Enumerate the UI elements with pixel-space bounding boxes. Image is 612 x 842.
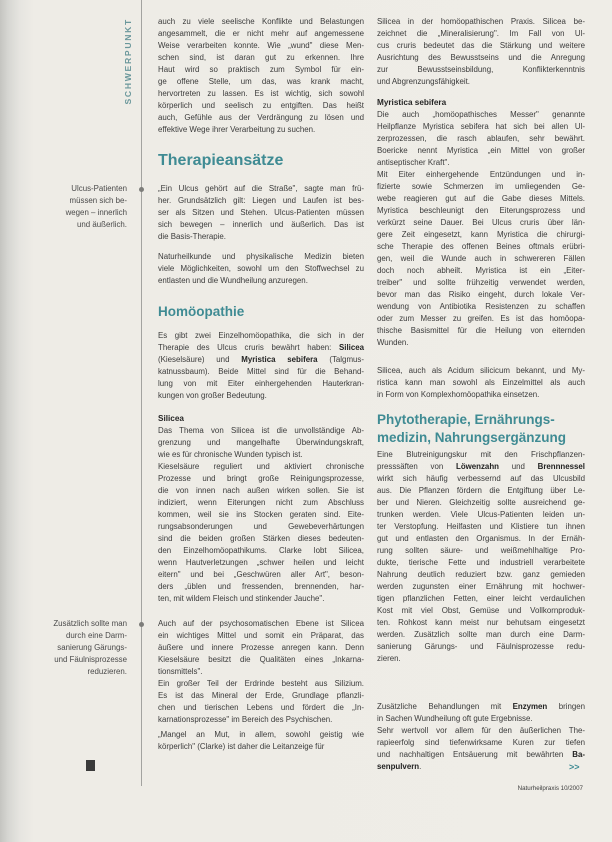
text-line: und Fäulnisprozesse (54, 655, 127, 664)
text-run: und nachhaltigen Entsäuerung mit bewährten (377, 750, 573, 759)
text-line: verkürzt seine Dauer. Bei Ulcus cruris über län- (377, 218, 585, 227)
text-line: zerprozessen, die rasch ablaufen, sehr bewährt. (377, 134, 585, 143)
text-line: werden zugunsten einer Ernährung mit hochwer- (377, 582, 585, 591)
text-line: reduzieren. (87, 667, 127, 676)
bold-text-run: Brennnessel (537, 462, 585, 471)
text-line (158, 354, 364, 366)
text-line: ber und Nieren. Gleichzeitig sollte ausreichend ge- (377, 498, 585, 507)
text-line: indiziert, wenn Eiterungen nicht zum Abschluss (158, 498, 364, 507)
text-line: Kieselsäure besitzt die Qualitäten eines „Inkarna- (158, 655, 364, 664)
text-line: aus. Die Pflanzen fördern die Entgiftung über Le- (377, 486, 585, 495)
text-line: äußere und innere Prozesse anregen kann. Denn (158, 643, 364, 652)
text-line: Silicea in der homöopathischen Praxis. Silicea be- (377, 17, 585, 26)
text-line: zeichnet die „Mineralisierung". Im Fall von Ul- (377, 29, 585, 38)
subsection-heading (377, 411, 585, 447)
heading-text: Silicea (158, 414, 184, 423)
text-line: rapieerfolg sind tiefenwirksame Kuren zur tiefen (377, 738, 585, 747)
text-line: Auch auf der psychosomatischen Ebene ist Silicea (158, 619, 364, 628)
text-line: doch noch abheilt. Myristica ist ein „Eiter- (377, 266, 585, 275)
text-line: katnussbaum). Beide Mittel sind für die Behand- (158, 367, 364, 376)
text-line: wie es für chronische Wunden typisch ist. (158, 450, 303, 459)
text-line: effektive Wege ihrer Verarbeitung zu suchen. (158, 125, 316, 134)
text-line: schen sind, ist daran gut zu erkennen. Ihre (158, 53, 364, 62)
text-line: ge offene Stelle, um das, was krank macht, (158, 77, 364, 86)
text-line: müssen sich be- (69, 196, 127, 205)
text-line: Zusätzlich sollte man (53, 619, 127, 628)
text-line: „Ein Ulcus gehört auf die Straße", sagte man frü- (158, 184, 364, 193)
text-line: Eine Blutreinigungskur mit den Frischpflanzen- (377, 450, 585, 459)
text-line (377, 761, 585, 773)
text-line: Wunden. (377, 338, 409, 347)
text-line: Prozesse und bringt große Reinigungsprozesse, (158, 474, 364, 483)
heading-text: Homöopathie (158, 304, 245, 319)
text-line: und äußerlich. (76, 220, 127, 229)
text-line: körperlich und seelisch zu entgiften. Das heißt (158, 101, 364, 110)
text-line: her. Grundsätzlich gilt: Liegen und Laufen ist bes- (158, 196, 364, 205)
text-line: antiseptischer Kraft". (377, 158, 450, 167)
text-line: Weise verarbeiten konnte. Wie „wund" diese Men- (158, 41, 364, 50)
continue-arrow: >> (569, 762, 580, 772)
text-run: Zusätzliche Behandlungen mit (377, 702, 513, 711)
text-column (377, 0, 585, 800)
bold-text-run: senpulvern (377, 762, 420, 771)
text-line: Das Thema von Silicea ist die unvollständige Ab- (158, 426, 364, 435)
text-line: rungsabsonderungen und Gewebeverhärtungen (158, 522, 364, 531)
text-line: wenn Hautverletzungen „schwer heilen und leicht (158, 558, 364, 567)
paragraph (158, 618, 364, 678)
sidebar-note (28, 183, 127, 231)
text-run: und (498, 462, 538, 471)
paragraph (158, 16, 364, 136)
text-line: Es gibt zwei Einzelhomöopathika, die sich in der (158, 331, 364, 340)
text-line: chen und tierischen Lebens und fördert die „In- (158, 703, 364, 712)
text-line: Silicea, auch als Acidum silicicum bekannt, und My- (377, 366, 585, 375)
text-line: und Abgrenzungsfähigkeit. (377, 77, 471, 86)
paragraph (158, 251, 364, 287)
text-line: Kost mit viel Obst, Gemüse und Vollkornproduk- (377, 606, 585, 615)
topic-heading (377, 97, 585, 109)
text-line: Sehr wertvoll vor allem für den äußerlichen The- (377, 726, 585, 735)
text-line: sich bewegen – innerlich und äußerlich. Das ist (158, 220, 364, 229)
text-line: oder zum Messer zu greifen. Es ist das homöopa- (377, 314, 585, 323)
text-run: . (419, 762, 422, 771)
text-line: karnationsprozesse" im Bereich des Psychischen. (158, 715, 333, 724)
text-column (158, 0, 364, 800)
text-line: rung sollten säure- und weißmehlhaltige Pro- (377, 546, 585, 555)
heading-text: Therapieansätze (158, 152, 284, 169)
text-line: gen, weil die Wunde auch in schwereren Fällen (377, 254, 585, 263)
text-line: wendung von Antibiotika Resistenzen zu schaffen (377, 302, 585, 311)
text-line: fizierte sowie Schmerzen im umliegenden Ge- (377, 182, 585, 191)
text-line: Heilpflanze Myristica sebifera hat sich bei allen Ul- (377, 122, 585, 131)
heading-line: Phytotherapie, Ernährungs- (377, 412, 555, 427)
heading-line: medizin, Nahrungsergänzung (377, 430, 567, 445)
paragraph (377, 109, 585, 169)
bold-text-run: Silicea (338, 343, 364, 352)
paragraph (158, 183, 364, 243)
paragraph (377, 725, 585, 773)
text-line: gere Zeit eingesetzt, kann Myristica die chirurgi- (377, 230, 585, 239)
paragraph (158, 461, 364, 605)
text-line: trunken werden. Viele Ulcus-Patienten leiden un- (377, 510, 585, 519)
text-line: cus cruris bedeutet das die Stärkung und weitere (377, 41, 585, 50)
text-line: den Einzelhomöopathikums. Clarke lobt Silicea, (158, 546, 364, 555)
text-line: treiber" und sollte frühzeitig verwendet werden, (377, 278, 585, 287)
text-line: angesammelt, die er nicht mehr auf angemessene (158, 29, 364, 38)
text-line: thische Basismittel für die Heilung von eiternden (377, 326, 585, 335)
text-line: sanierung Gärungs- und Fäulnisprozesse redu- (377, 642, 585, 651)
text-line: grenzung und mangelhafte Überwindungskraft, (158, 438, 364, 447)
text-run: (Talgmus- (317, 355, 364, 364)
paragraph (377, 701, 585, 725)
text-line: Myristica beschleunigt den Eiterungsprozess und (377, 206, 585, 215)
text-run: bringen (547, 702, 586, 711)
text-line: Naturheilkunde und physikalische Medizin bieten (158, 252, 364, 261)
paragraph (377, 16, 585, 88)
text-line: ristica kann man sowohl als Einzelmittel als auch (377, 378, 585, 387)
text-line: ter Verstopfung. Heilfasten und Klistiere tun ihnen (377, 522, 585, 531)
text-run: presssäften von (377, 462, 456, 471)
text-line: sind die beiden großen Stärken dieses bedeuten- (158, 534, 364, 543)
text-line: Haut wird so praktisch zum Symbol für ein- (158, 65, 364, 74)
text-line: Es ist das Mineral der Erde, Grundlage pflanzli- (158, 691, 364, 700)
text-line: viele Möglichkeiten, sowohl um den Stoffwechsel zu (158, 264, 364, 273)
text-line: ein wichtiges Mittel und somit ein Präparat, das (158, 631, 364, 640)
text-line: werden. Zusätzlich sollte man durch eine Darm- (377, 630, 585, 639)
paragraph (377, 169, 585, 349)
paragraph (377, 449, 585, 665)
text-line: bevor man das Risiko eingeht, durch lokale Ver- (377, 290, 585, 299)
text-line: ders „üblen und fressenden, brennenden, har- (158, 582, 364, 591)
text-line: kommen, weil sie ins Stocken geraten sind. Eite- (158, 510, 364, 519)
text-line: zieren. (377, 654, 401, 663)
text-line: hervortreten zu lassen. Es ist wichtig, sich sowohl (158, 89, 364, 98)
text-line (158, 342, 364, 354)
text-line: wirkt sich häufig verbessernd auf das Ulcusbild (377, 474, 585, 483)
journal-footer: Naturheilpraxis 10/2007 (517, 785, 583, 792)
text-line: Mit Eiter einhergehende Entzündungen und in- (377, 170, 585, 179)
text-line: Ulcus-Patienten (71, 184, 127, 193)
page-number-box (86, 760, 95, 771)
section-heading (158, 150, 364, 172)
paragraph (158, 729, 364, 753)
paragraph (377, 365, 585, 401)
text-line: Boericke nennt Myristica „ein Mittel von großer (377, 146, 585, 155)
text-line: in Form von Komplexhomöopathika einsetzen. (377, 390, 540, 399)
text-line: in Sachen Wundheilung oft gute Ergebnisse. (377, 714, 533, 723)
text-line: sche Therapie des offenen Beines oftmals erübri- (377, 242, 585, 251)
text-line: gut und entlasten den Organismus. In der Ernäh- (377, 534, 585, 543)
bold-text-run: Enzymen (512, 702, 548, 711)
text-line: tionsmittels". (158, 667, 203, 676)
text-line (377, 701, 585, 713)
text-line: die von innen nach außen wirken sollen. Sie ist (158, 486, 364, 495)
bold-text-run: Myristica sebifera (241, 355, 318, 364)
paragraph (158, 425, 364, 461)
text-line: wegen – innerlich (65, 208, 127, 217)
text-line: webe reagieren gut auf die Gabe dieses Mittels. (377, 194, 585, 203)
text-run: Therapie des Ulcus cruris bewährt haben: (158, 343, 339, 352)
text-line: entlasten und die Wundheilung anzuregen. (158, 276, 308, 285)
text-line: ten, mit wildem Fleisch und stinkender Jauche". (158, 594, 325, 603)
text-line: tigen pflanzlichen Fetten, einer leicht verdaulichen (377, 594, 585, 603)
sidebar-note (28, 618, 127, 678)
topic-heading (158, 413, 364, 425)
section-label: SCHWERPUNKT (123, 18, 133, 105)
text-line: „Mangel an Mut, in allem, sowohl geistig wie (158, 730, 364, 739)
text-line: lung von mit Eiter einhergehenden Hauterkran- (158, 379, 364, 388)
subsection-heading (158, 303, 364, 321)
text-line: Ausrichtung des Bewusstseins und die Anregung (377, 53, 585, 62)
text-line (377, 461, 585, 473)
text-line: Ein großer Teil der Erdrinde besteht aus Silizium. (158, 679, 364, 688)
text-line: ten. Rohkost kann meist nur behutsam eingesetzt (377, 618, 585, 627)
text-line: Die auch „homöopathisches Messer" genannte (377, 110, 585, 119)
text-line: körperlich" (Clarke) ist daher die Leitanzeige für (158, 742, 325, 751)
text-line: dukte, tierische Fette und industriell verarbeitete (377, 558, 585, 567)
text-line: eitern" und bei „Geschwüren aller Art", beson- (158, 570, 364, 579)
text-line: auch, Gefühle aus der Verdrängung zu lösen und (158, 113, 364, 122)
text-line: zur Bewusstseinsbildung, Konflikterkenntnis (377, 65, 585, 74)
text-line: auch zu viele seelische Konflikte und Belastungen (158, 17, 364, 26)
text-line: kungen von großer Bedeutung. (158, 391, 267, 400)
text-line: die Basis-Therapie. (158, 232, 226, 241)
bold-text-run: Löwenzahn (456, 462, 499, 471)
text-line (377, 749, 585, 761)
text-run: (Kieselsäure) und (158, 355, 242, 364)
text-line: Nahrung deutlich reduziert bzw. ganz gemieden (377, 570, 585, 579)
text-line: ser als Sitzen und Stehen. Ulcus-Patienten müssen (158, 208, 364, 217)
paragraph (158, 678, 364, 726)
text-line: durch eine Darm- (66, 631, 127, 640)
bold-text-run: Ba- (572, 750, 585, 759)
paragraph (158, 330, 364, 402)
text-line: sanierung Gärungs- (57, 643, 127, 652)
heading-text: Myristica sebifera (377, 98, 447, 107)
text-line: Kieselsäure reguliert und aktiviert chronische (158, 462, 364, 471)
